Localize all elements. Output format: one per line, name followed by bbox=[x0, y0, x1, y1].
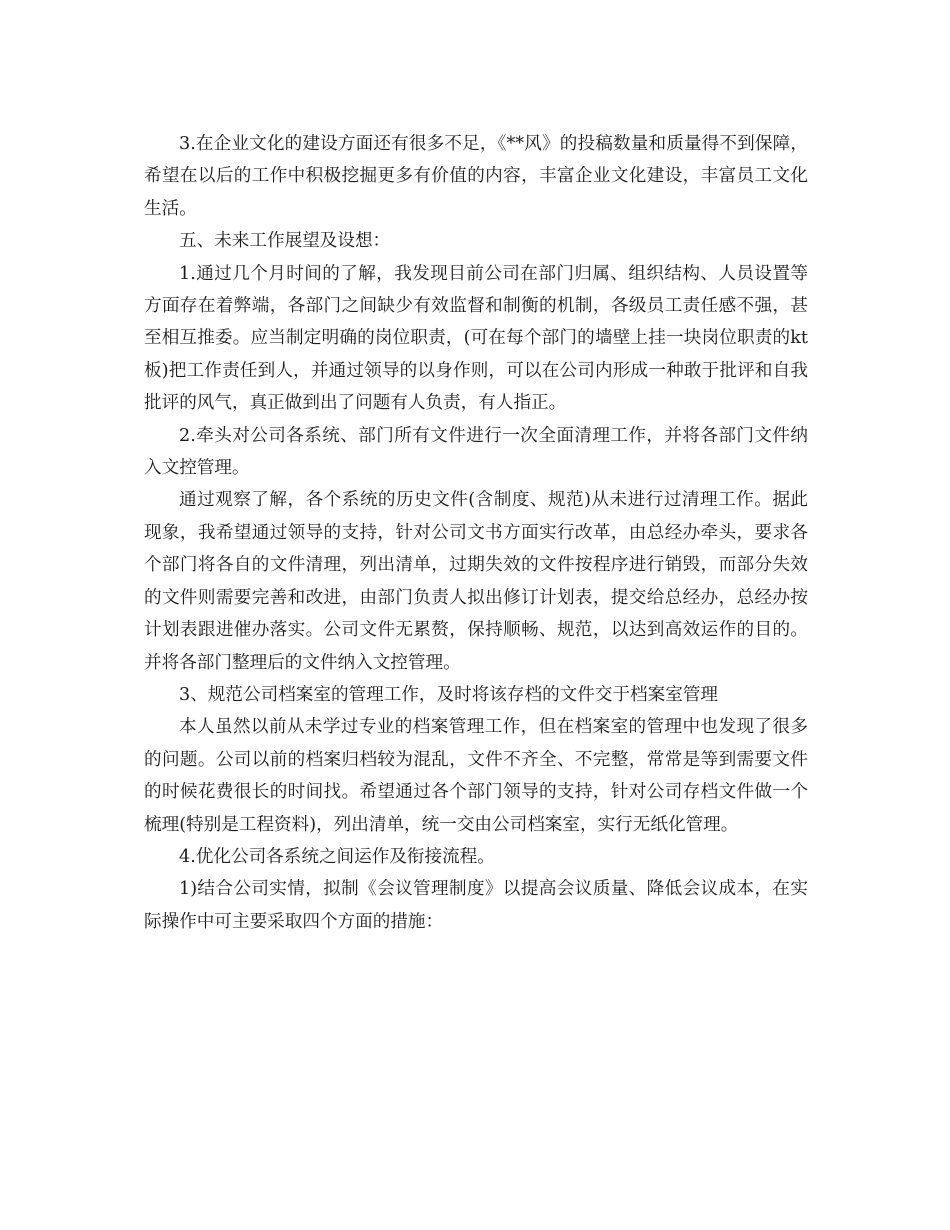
paragraph-meeting-policy: 1)结合公司实情，拟制《会议管理制度》以提高会议质量、降低会议成本，在实际操作中可主要采取四个方面的措施： bbox=[144, 879, 808, 932]
paragraph-org-structure: 1.通过几个月时间的了解，我发现目前公司在部门归属、组织结构、人员设置等方面存在着弊端，各部门之间缺少有效监督和制衡的机制，各级员工责任感不强，甚至相互推委。应当制定明确的岗位职责，(可在每个部门的墙壁上挂一块岗位职责的kt板)把工作责任到人，并通过领导的以身作则，可以在公司内形成一种敢于批评和自我批评的风气，真正做到出了问题有人负责，有人指正。 bbox=[144, 263, 808, 414]
document-body bbox=[144, 128, 808, 938]
paragraph-process-optimization: 4.优化公司各系统之间运作及衔接流程。 bbox=[179, 846, 495, 867]
paragraph-file-cleanup: 2.牵头对公司各系统、部门所有文件进行一次全面清理工作，并将各部门文件纳入文控管理。 bbox=[144, 425, 808, 479]
paragraph-archive-management: 3、规范公司档案室的管理工作，及时将该存档的文件交于档案室管理 bbox=[179, 684, 719, 705]
section-heading-future-plans: 五、未来工作展望及设想： bbox=[179, 231, 391, 252]
paragraph-culture-shortfall: 3.在企业文化的建设方面还有很多不足，《**风》的投稿数量和质量得不到保障，希望在以后的工作中积极挖掘更多有价值的内容，丰富企业文化建设，丰富员工文化生活。 bbox=[144, 134, 808, 219]
paragraph-archive-detail: 本人虽然以前从未学过专业的档案管理工作，但在档案室的管理中也发现了很多的问题。公司以前的档案归档较为混乱，文件不齐全、不完整，常常是等到需要文件的时候花费很长的时间找。希望通过各个部门领导的支持，针对公司存档文件做一个梳理(特别是工程资料)，列出清单，统一交由公司档案室，实行无纸化管理。 bbox=[144, 717, 808, 835]
paragraph-file-cleanup-detail: 通过观察了解，各个系统的历史文件(含制度、规范)从未进行过清理工作。据此现象，我希望通过领导的支持，针对公司文书方面实行改革，由总经办牵头，要求各个部门将各自的文件清理，列出清单，过期失效的文件按程序进行销毁，而部分失效的文件则需要完善和改进，由部门负责人拟出修订计划表，提交给总经办，总经办按计划表跟进催办落实。公司文件无累赘，保持顺畅、规范，以达到高效运作的目的。并将各部门整理后的文件纳入文控管理。 bbox=[144, 490, 808, 673]
